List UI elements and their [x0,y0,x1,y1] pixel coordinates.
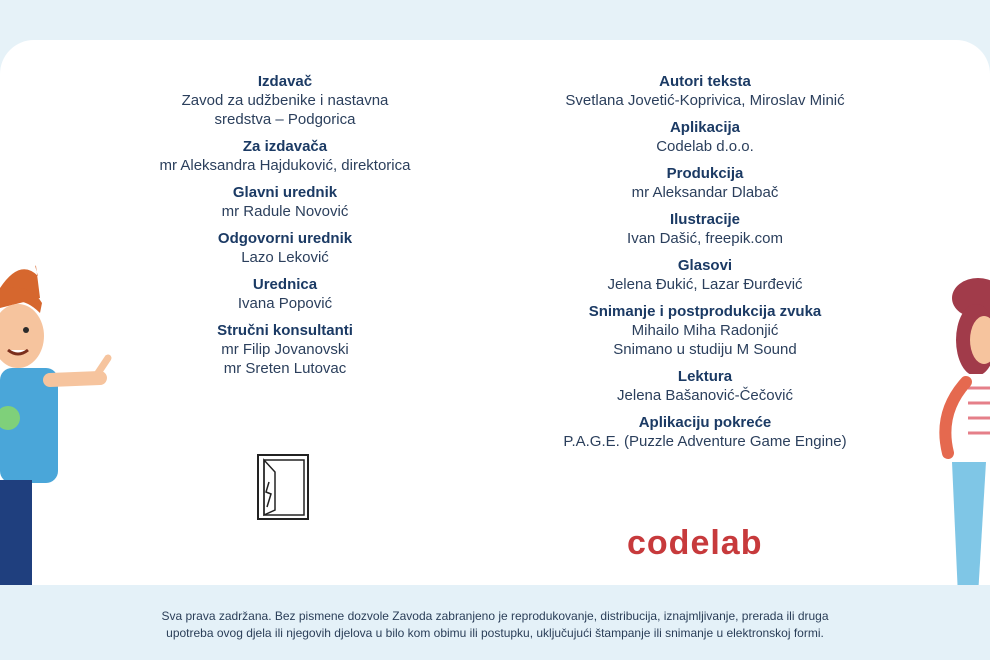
left-credit-entry [110,322,460,378]
credit-value: Ivan Dašić, freepik.com [627,230,783,247]
right-credit-entry [515,165,895,202]
copyright-footer [0,585,990,660]
left-credit-entry [110,73,460,129]
credit-value: Mihailo Miha Radonjić [631,322,779,339]
left-credit-entry [110,184,460,221]
codelab-logo: codelab [627,524,763,562]
copyright-line-1: Sva prava zadržana. Bez pismene dozvole Zavoda zabranjeno je reprodukovanje, distribucija, iznajmljivanje, prerada ili druga [161,609,829,623]
copyright-line-2: upotreba ovog djela ili njegovih djelova u bilo kom obimu ili postupku, uključujući štampanje ili snimanje u elektronskoj formi. [166,626,824,640]
left-credit-entry [110,138,460,175]
right-credit-entry [515,211,895,248]
credit-value: mr Aleksandar Dlabač [631,184,779,201]
credit-value: Snimano u studiju M Sound [613,341,797,358]
credit-title: Urednica [252,276,318,293]
credits-right-column [515,73,895,460]
credit-title: Produkcija [666,165,744,182]
left-credit-entry [110,276,460,313]
credit-value: mr Radule Novović [221,203,349,220]
publisher-book-logo [255,452,311,522]
right-credit-entry [515,119,895,156]
right-credit-entry [515,257,895,294]
right-credit-entry [515,368,895,405]
credit-title: Glasovi [677,257,733,274]
credit-value: Svetlana Jovetić-Koprivica, Miroslav Minić [565,92,845,109]
credit-title: Ilustracije [669,211,741,228]
credit-value: mr Sreten Lutovac [223,360,347,377]
right-credit-entry [515,73,895,110]
credits-left-column [110,73,460,387]
copyright-text [60,608,930,642]
credit-value: Lazo Leković [241,249,329,266]
credit-value: Zavod za udžbenike i nastavna [181,92,389,109]
credit-value: Codelab d.o.o. [656,138,754,155]
credit-title: Aplikaciju pokreće [638,414,772,431]
credit-title: Snimanje i postprodukcija zvuka [588,303,822,320]
credit-value: mr Filip Jovanovski [221,341,349,358]
credit-value: Jelena Bašanović-Čečović [617,387,793,404]
credit-title: Izdavač [257,73,313,90]
credit-value: mr Aleksandra Hajduković, direktorica [159,157,411,174]
credit-title: Stručni konsultanti [217,322,353,339]
credit-title: Autori teksta [659,73,751,90]
right-credit-entry [515,414,895,451]
credit-value: Jelena Đukić, Lazar Đurđević [607,276,803,293]
credit-title: Lektura [677,368,733,385]
credit-title: Za izdavača [242,138,328,155]
credit-title: Aplikacija [669,119,741,136]
credit-title: Odgovorni urednik [217,230,353,247]
credit-value: P.A.G.E. (Puzzle Adventure Game Engine) [563,433,847,450]
credit-value: Ivana Popović [237,295,333,312]
credit-value: sredstva – Podgorica [214,111,356,128]
credit-title: Glavni urednik [232,184,338,201]
left-credit-entry [110,230,460,267]
right-credit-entry [515,303,895,359]
